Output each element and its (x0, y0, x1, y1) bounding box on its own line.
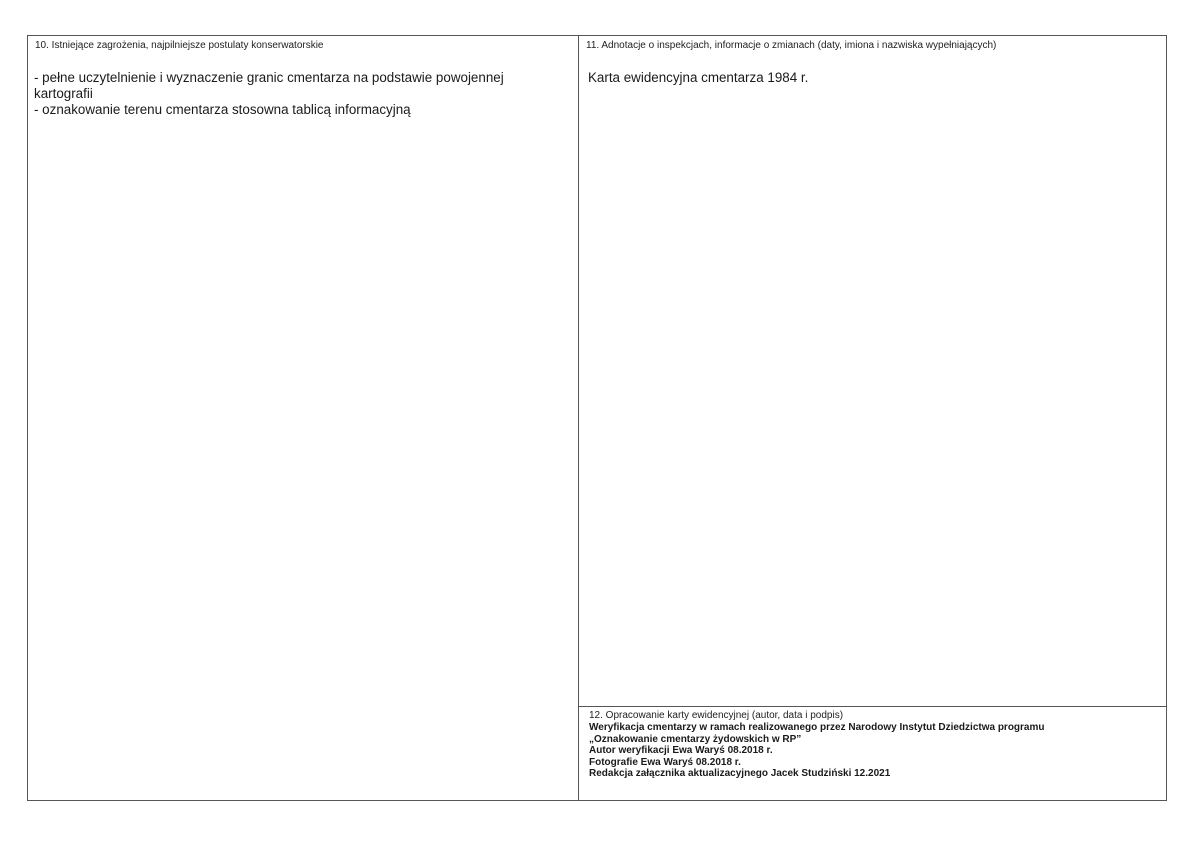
section-11-inspection-notes (579, 36, 1166, 707)
section-12-line: Autor weryfikacji Ewa Waryś 08.2018 r. (589, 745, 773, 757)
section-12-label: 12. Opracowanie karty ewidencyjnej (autor, data i podpis) (589, 710, 844, 721)
record-card-form (27, 35, 1167, 801)
section-10-label: 10. Istniejące zagrożenia, najpilniejsze postulaty konserwatorskie (35, 40, 324, 51)
section-12-content (579, 722, 1166, 780)
right-column (579, 36, 1166, 800)
section-10-threats-postulates (28, 36, 579, 800)
section-10-line: - oznakowanie terenu cmentarza stosowna tablicą informacyjną (34, 102, 411, 117)
section-10-line: - pełne uczytelnienie i wyznaczenie granic cmentarza na podstawie powojennej (34, 70, 504, 85)
section-12-line: Weryfikacja cmentarzy w ramach realizowanego przez Narodowy Instytut Dziedzictwa programu (589, 722, 1045, 733)
section-10-content (28, 52, 578, 118)
section-11-label: 11. Adnotacje o inspekcjach, informacje o zmianach (daty, imiona i nazwiska wypełniających) (586, 40, 997, 51)
section-10-line: kartografii (34, 86, 93, 101)
section-12-card-preparation (579, 707, 1166, 800)
section-11-text: Karta ewidencyjna cmentarza 1984 r. (588, 70, 809, 85)
section-12-line: „Oznakowanie cmentarzy żydowskich w RP” (589, 733, 802, 745)
section-12-line: Fotografie Ewa Waryś 08.2018 r. (589, 756, 741, 768)
section-12-line: Redakcja załącznika aktualizacyjnego Jacek Studziński 12.2021 (589, 768, 891, 780)
